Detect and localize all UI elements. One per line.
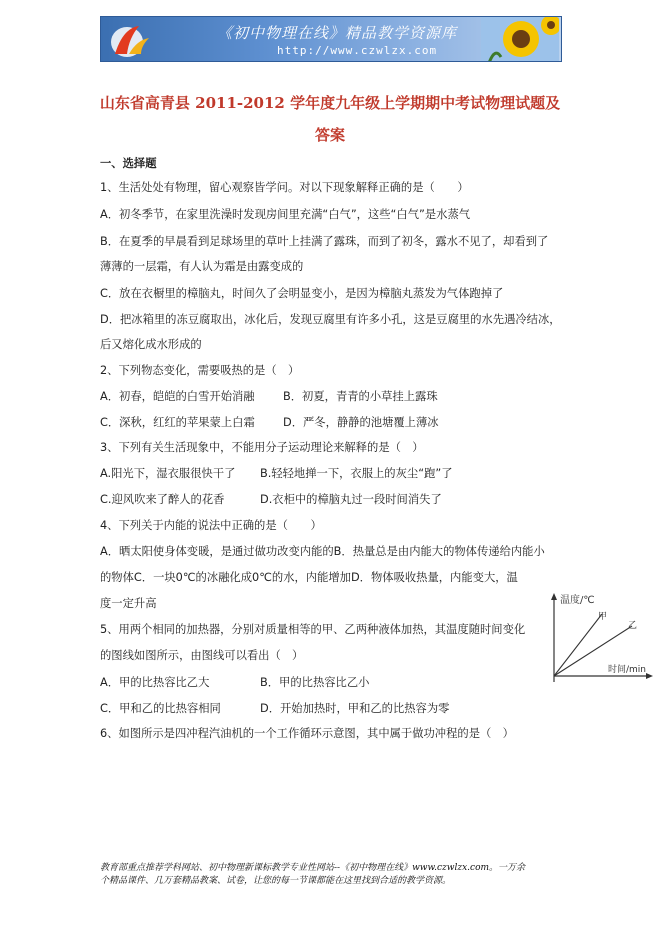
graph-y-arrow (551, 593, 557, 600)
q3-option-b: B.轻轻地掸一下，衣服上的灰尘“跑”了 (260, 467, 453, 480)
page-title-line1: 山东省高青县 2011-2012 学年度九年级上学期期中考试物理试题及 (99, 94, 561, 112)
q4-options-line1: A．晒太阳使身体变暖，是通过做功改变内能的B．热量总是由内能大的物体传递给内能小 (100, 545, 545, 558)
banner-url[interactable]: http://www.czwlzx.com (277, 44, 438, 57)
q2-option-b: B．初夏，青青的小草挂上露珠 (283, 390, 438, 403)
q1-option-b-line1: B．在夏季的早晨看到足球场里的草叶上挂满了露珠，而到了初冬，露水不见了，却看到了 (100, 235, 549, 248)
graph-x-arrow (646, 673, 653, 679)
footer-note (100, 862, 570, 888)
q1-option-d-line2: 后又熔化成水形成的 (100, 338, 202, 351)
q2-option-a: A．初春，皑皑的白雪开始消融 (100, 390, 255, 403)
temperature-time-graph (540, 590, 654, 686)
q1-option-c: C．放在衣橱里的樟脑丸，时间久了会明显变小，是因为樟脑丸蒸发为气体跑掉了 (100, 287, 504, 300)
q4-stem: 4、下列关于内能的说法中正确的是（ ） (100, 519, 322, 532)
q2-option-c: C．深秋，红红的苹果蒙上白霜 (100, 416, 255, 429)
q1-option-a: A．初冬季节，在家里洗澡时发现房间里充满“白气”，这些“白气”是水蒸气 (100, 208, 471, 221)
q1-option-d-line1: D．把冰箱里的冻豆腐取出，冰化后，发现豆腐里有许多小孔，这是豆腐里的水先遇冷结冰， (100, 313, 561, 326)
q3-option-a: A.阳光下，湿衣服很快干了 (100, 467, 236, 480)
q6-stem: 6、如图所示是四冲程汽油机的一个工作循环示意图，其中属于做功冲程的是（ ） (100, 727, 514, 740)
graph-y-label: 温度/℃ (560, 595, 595, 606)
section-heading: 一、选择题 (100, 157, 157, 170)
q1-stem: 1、生活处处有物理，留心观察皆学问。对以下现象解释正确的是（ ） (100, 181, 469, 194)
header-banner (100, 16, 562, 62)
graph-label-jia: 甲 (598, 612, 608, 622)
graph-line-jia (554, 614, 602, 676)
footer-line2: 个精品课件、几万套精品教案、试卷，让您的每一节课都能在这里找到合适的教学资源。 (100, 876, 452, 886)
graph-label-yi: 乙 (628, 621, 638, 631)
q5-stem-line1: 5、用两个相同的加热器，分别对质量相等的甲、乙两种液体加热，其温度随时间变化 (100, 623, 526, 636)
banner-title: 《初中物理在线》精品教学资源库 (217, 24, 458, 42)
q2-option-d: D．严冬，静静的池塘覆上薄冰 (283, 416, 439, 429)
footer-line1: 教育部重点推荐学科网站、初中物理新课标教学专业性网站--《初中物理在线》www.czwlzx.com。一万余 (100, 863, 526, 873)
q3-stem: 3、下列有关生活现象中，不能用分子运动理论来解释的是（ ） (100, 441, 424, 454)
logo-icon (105, 20, 165, 60)
q5-option-b: B．甲的比热容比乙小 (260, 676, 370, 689)
q5-option-c: C．甲和乙的比热容相同 (100, 702, 221, 715)
q4-options-line2: 的物体C．一块0℃的冰融化成0℃的水，内能增加D．物体吸收热量，内能变大，温 (100, 571, 518, 584)
q5-option-d: D．开始加热时，甲和乙的比热容为零 (260, 702, 450, 715)
sunflower-icon (481, 17, 559, 62)
page-title-line2: 答案 (314, 126, 345, 144)
q3-option-c: C.迎风吹来了醉人的花香 (100, 493, 225, 506)
q5-option-a: A．甲的比热容比乙大 (100, 676, 210, 689)
graph-x-label: 时间/min (608, 665, 647, 675)
q2-stem: 2、下列物态变化，需要吸热的是（ ） (100, 364, 300, 377)
q4-options-line3: 度一定升高 (100, 597, 157, 610)
q1-option-b-line2: 薄薄的一层霜，有人认为霜是由露变成的 (100, 260, 304, 273)
q3-option-d: D.衣柜中的樟脑丸过一段时间消失了 (260, 493, 442, 506)
q5-stem-line2: 的图线如图所示，由图线可以看出（ ） (100, 649, 304, 662)
